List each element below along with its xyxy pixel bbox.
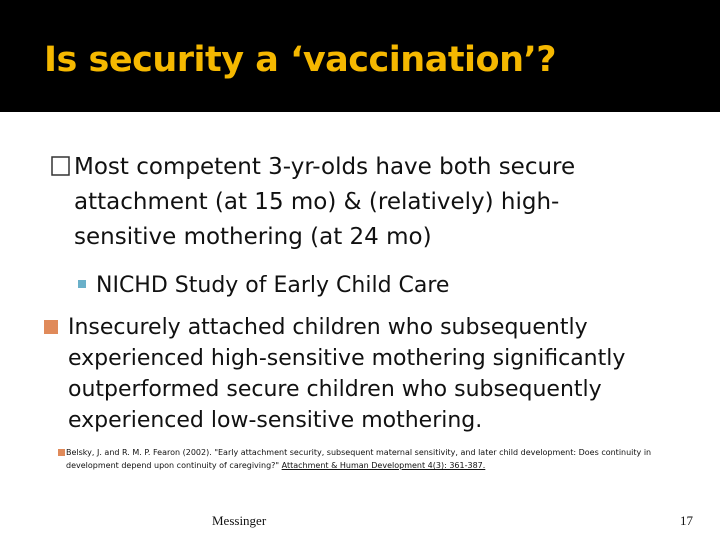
- sub-bullet-text: NICHD Study of Early Child Care: [96, 273, 450, 298]
- bullet-1-line-2: attachment (at 15 mo) & (relatively) high-: [74, 189, 560, 215]
- title-bar: [0, 0, 720, 112]
- bullet-2-text: Insecurely attached children who subsequently experienced high-sensitive mothering significantly outperformed secure children who subsequently experienced low-sensitive mothering.: [68, 315, 626, 433]
- reference-plain: Belsky, J. and R. M. P. Fearon (2002). "Early attachment security, subsequent maternal sensitivity, and later child development: Does continuity in development depend upon continuity of caregiving?": [66, 448, 652, 470]
- square-bullet-icon: [44, 320, 58, 334]
- bullet-1-line-3: sensitive mothering (at 24 mo): [74, 224, 432, 250]
- reference-citation-link[interactable]: Attachment & Human Development 4(3): 361-387.: [281, 461, 486, 470]
- bullet-3-reference: [44, 446, 664, 472]
- square-bullet-icon: [58, 449, 65, 456]
- bullet-2: [44, 312, 684, 436]
- footer-author: Messinger: [212, 513, 267, 528]
- sub-bullet: [78, 270, 449, 302]
- reference-text: [44, 446, 664, 472]
- empty-box-icon: [50, 155, 72, 177]
- page-number: 17: [680, 513, 693, 528]
- bullet-1-line-1: Most competent 3-yr-olds have both secure: [74, 154, 576, 180]
- slide-title: Is security a ‘vaccination’?: [44, 40, 557, 80]
- bullet-1: [50, 150, 670, 255]
- square-bullet-icon: [78, 280, 86, 288]
